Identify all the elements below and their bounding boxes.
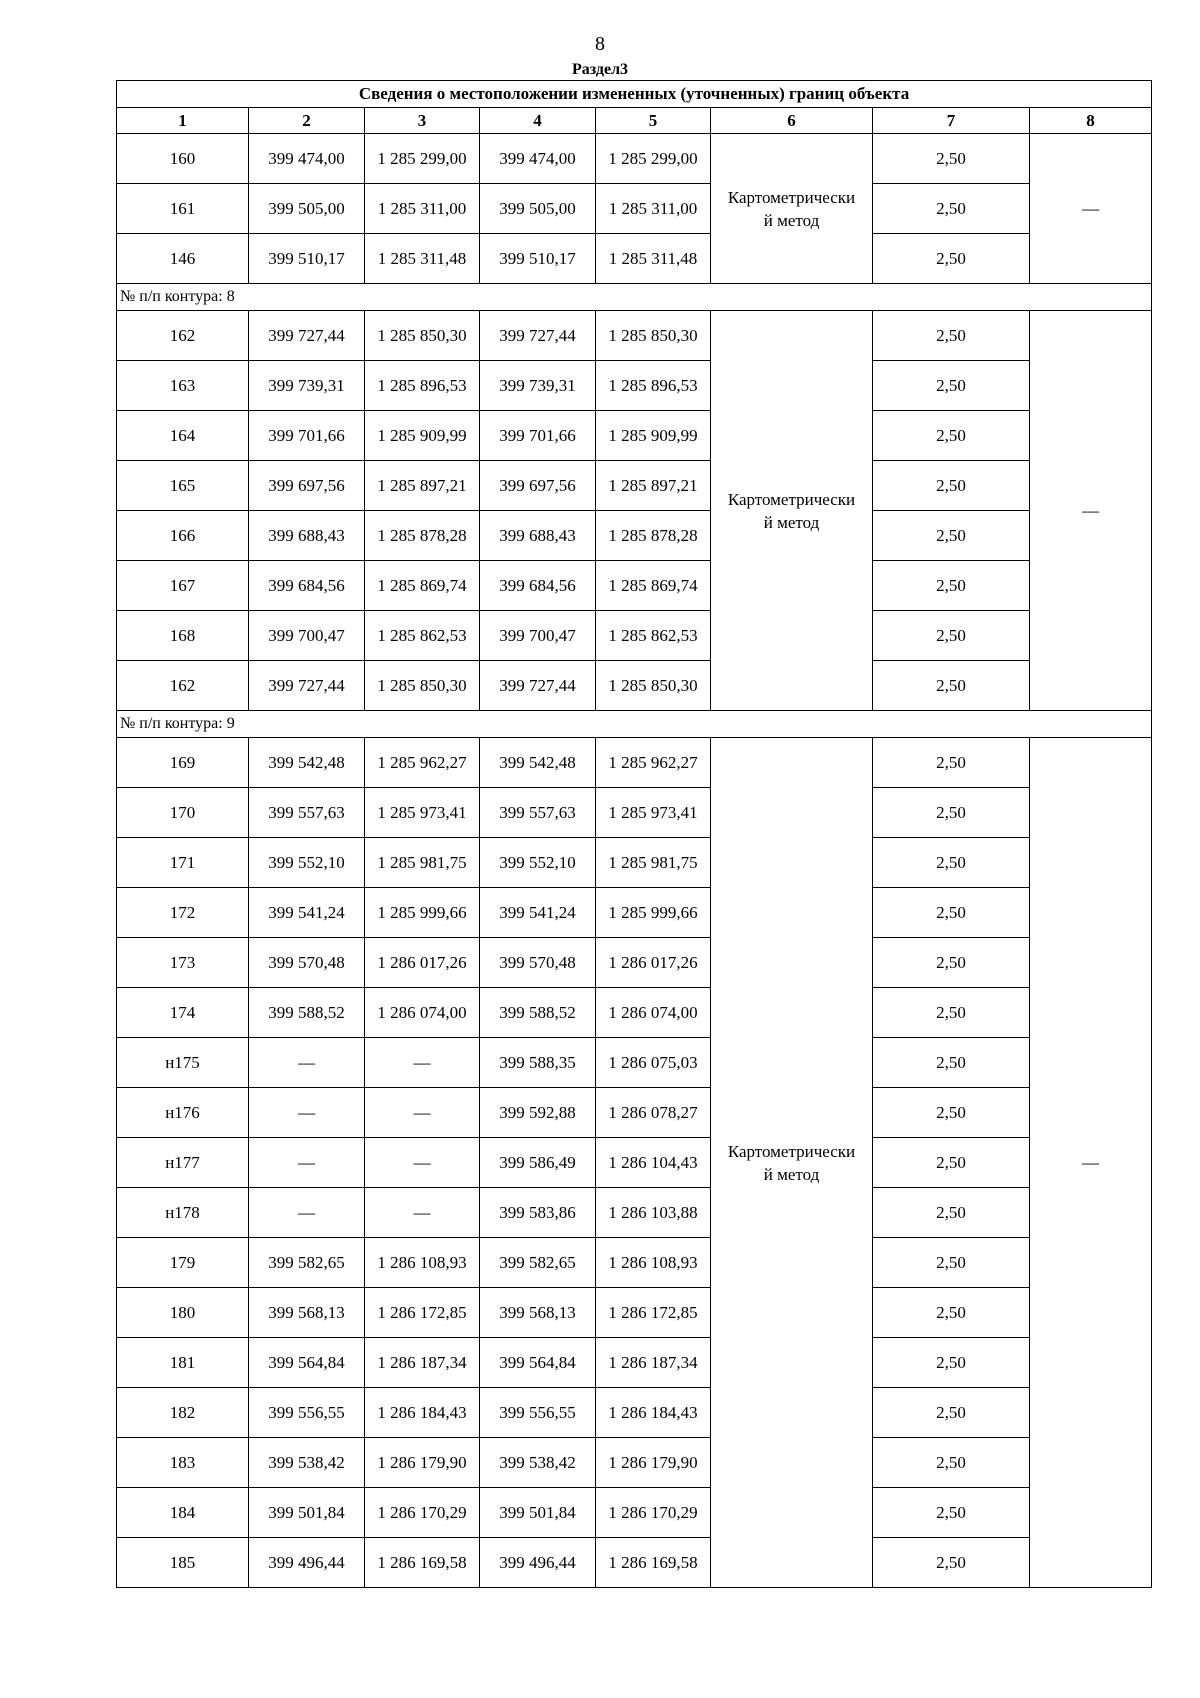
table-row [117, 361, 1152, 411]
x-updated-cell: 399 568,13 [480, 1288, 596, 1338]
y-updated-cell: 1 285 878,28 [596, 511, 711, 561]
y-updated-cell: 1 285 850,30 [596, 661, 711, 711]
y-existing-cell: — [365, 1188, 480, 1238]
y-existing-cell: 1 286 179,90 [365, 1438, 480, 1488]
x-existing-cell: 399 474,00 [249, 134, 365, 184]
x-existing-cell: 399 505,00 [249, 184, 365, 234]
method-text: Картометрически [727, 1141, 856, 1161]
point-number-cell: 168 [117, 611, 249, 661]
x-updated-cell: 399 496,44 [480, 1538, 596, 1588]
description-cell: — [1030, 738, 1152, 1588]
accuracy-cell: 2,50 [873, 1138, 1030, 1188]
table-row [117, 938, 1152, 988]
y-existing-cell: 1 285 999,66 [365, 888, 480, 938]
y-existing-cell: 1 285 878,28 [365, 511, 480, 561]
x-updated-cell: 399 701,66 [480, 411, 596, 461]
point-number-cell: 184 [117, 1488, 249, 1538]
x-updated-cell: 399 501,84 [480, 1488, 596, 1538]
y-updated-cell: 1 286 074,00 [596, 988, 711, 1038]
point-number-cell: 170 [117, 788, 249, 838]
column-header-4: 4 [480, 108, 596, 134]
point-number-cell: 181 [117, 1338, 249, 1388]
table-row [117, 1438, 1152, 1488]
x-existing-cell: 399 582,65 [249, 1238, 365, 1288]
x-existing-cell: 399 688,43 [249, 511, 365, 561]
y-existing-cell: — [365, 1038, 480, 1088]
contour-row [117, 284, 1152, 311]
x-updated-cell: 399 474,00 [480, 134, 596, 184]
y-updated-cell: 1 286 187,34 [596, 1338, 711, 1388]
table-row [117, 738, 1152, 788]
accuracy-cell: 2,50 [873, 561, 1030, 611]
method-cell [711, 738, 873, 1588]
y-existing-cell: 1 285 869,74 [365, 561, 480, 611]
table-row [117, 184, 1152, 234]
table-row [117, 1138, 1152, 1188]
x-existing-cell: 399 739,31 [249, 361, 365, 411]
y-existing-cell: 1 285 311,48 [365, 234, 480, 284]
x-updated-cell: 399 688,43 [480, 511, 596, 561]
point-number-cell: 173 [117, 938, 249, 988]
table-row [117, 1538, 1152, 1588]
table-row [117, 1488, 1152, 1538]
y-existing-cell: 1 286 074,00 [365, 988, 480, 1038]
description-cell: — [1030, 134, 1152, 284]
point-number-cell: 163 [117, 361, 249, 411]
y-existing-cell: 1 285 311,00 [365, 184, 480, 234]
table-row [117, 1188, 1152, 1238]
y-updated-cell: 1 285 909,99 [596, 411, 711, 461]
table-row [117, 234, 1152, 284]
method-text: й метод [763, 512, 820, 532]
accuracy-cell: 2,50 [873, 611, 1030, 661]
x-updated-cell: 399 570,48 [480, 938, 596, 988]
table-row [117, 461, 1152, 511]
accuracy-cell: 2,50 [873, 511, 1030, 561]
x-updated-cell: 399 564,84 [480, 1338, 596, 1388]
point-number-cell: 167 [117, 561, 249, 611]
x-updated-cell: 399 697,56 [480, 461, 596, 511]
table-row [117, 988, 1152, 1038]
accuracy-cell: 2,50 [873, 1438, 1030, 1488]
method-text: й метод [763, 1164, 820, 1184]
column-header-5: 5 [596, 108, 711, 134]
table-row [117, 838, 1152, 888]
y-updated-cell: 1 285 981,75 [596, 838, 711, 888]
table-row [117, 411, 1152, 461]
x-updated-cell: 399 727,44 [480, 311, 596, 361]
y-existing-cell: 1 285 299,00 [365, 134, 480, 184]
point-number-cell: 169 [117, 738, 249, 788]
y-updated-cell: 1 285 850,30 [596, 311, 711, 361]
x-existing-cell: 399 588,52 [249, 988, 365, 1038]
y-existing-cell: 1 285 981,75 [365, 838, 480, 888]
x-existing-cell: 399 727,44 [249, 311, 365, 361]
x-updated-cell: 399 557,63 [480, 788, 596, 838]
y-updated-cell: 1 286 103,88 [596, 1188, 711, 1238]
point-number-cell: 172 [117, 888, 249, 938]
y-existing-cell: 1 286 108,93 [365, 1238, 480, 1288]
point-number-cell: 162 [117, 311, 249, 361]
y-existing-cell: — [365, 1088, 480, 1138]
x-updated-cell: 399 552,10 [480, 838, 596, 888]
y-updated-cell: 1 286 078,27 [596, 1088, 711, 1138]
point-number-cell: 161 [117, 184, 249, 234]
column-header-6: 6 [711, 108, 873, 134]
y-updated-cell: 1 286 169,58 [596, 1538, 711, 1588]
y-updated-cell: 1 286 075,03 [596, 1038, 711, 1088]
x-existing-cell: 399 570,48 [249, 938, 365, 988]
accuracy-cell: 2,50 [873, 311, 1030, 361]
accuracy-cell: 2,50 [873, 988, 1030, 1038]
accuracy-cell: 2,50 [873, 1238, 1030, 1288]
x-updated-cell: 399 542,48 [480, 738, 596, 788]
x-existing-cell: 399 557,63 [249, 788, 365, 838]
method-text: Картометрически [727, 489, 856, 509]
accuracy-cell: 2,50 [873, 788, 1030, 838]
y-updated-cell: 1 285 896,53 [596, 361, 711, 411]
table-row [117, 1238, 1152, 1288]
y-existing-cell: 1 286 169,58 [365, 1538, 480, 1588]
y-existing-cell: 1 285 862,53 [365, 611, 480, 661]
method-text: Картометрически [727, 187, 856, 207]
x-existing-cell: — [249, 1088, 365, 1138]
y-updated-cell: 1 286 108,93 [596, 1238, 711, 1288]
y-updated-cell: 1 285 897,21 [596, 461, 711, 511]
table-row [117, 561, 1152, 611]
accuracy-cell: 2,50 [873, 1038, 1030, 1088]
x-updated-cell: 399 538,42 [480, 1438, 596, 1488]
accuracy-cell: 2,50 [873, 184, 1030, 234]
y-updated-cell: 1 286 170,29 [596, 1488, 711, 1538]
y-existing-cell: 1 285 896,53 [365, 361, 480, 411]
y-updated-cell: 1 286 184,43 [596, 1388, 711, 1438]
y-existing-cell: 1 285 897,21 [365, 461, 480, 511]
x-existing-cell: 399 538,42 [249, 1438, 365, 1488]
y-existing-cell: 1 286 172,85 [365, 1288, 480, 1338]
accuracy-cell: 2,50 [873, 838, 1030, 888]
y-existing-cell: 1 286 184,43 [365, 1388, 480, 1438]
x-updated-cell: 399 592,88 [480, 1088, 596, 1138]
point-number-cell: н177 [117, 1138, 249, 1188]
y-updated-cell: 1 286 172,85 [596, 1288, 711, 1338]
y-existing-cell: 1 286 187,34 [365, 1338, 480, 1388]
x-existing-cell: — [249, 1038, 365, 1088]
point-number-cell: 171 [117, 838, 249, 888]
table-row [117, 1388, 1152, 1438]
method-cell [711, 134, 873, 284]
x-existing-cell: 399 552,10 [249, 838, 365, 888]
x-existing-cell: 399 727,44 [249, 661, 365, 711]
x-updated-cell: 399 684,56 [480, 561, 596, 611]
method-text: й метод [763, 210, 820, 230]
point-number-cell: н176 [117, 1088, 249, 1138]
y-updated-cell: 1 285 311,00 [596, 184, 711, 234]
table-row [117, 611, 1152, 661]
y-existing-cell: 1 286 017,26 [365, 938, 480, 988]
x-existing-cell: 399 564,84 [249, 1338, 365, 1388]
y-updated-cell: 1 286 104,43 [596, 1138, 711, 1188]
x-existing-cell: 399 684,56 [249, 561, 365, 611]
point-number-cell: н178 [117, 1188, 249, 1238]
point-number-cell: н175 [117, 1038, 249, 1088]
table-row [117, 311, 1152, 361]
y-existing-cell: 1 285 850,30 [365, 311, 480, 361]
y-updated-cell: 1 285 962,27 [596, 738, 711, 788]
column-header-7: 7 [873, 108, 1030, 134]
y-updated-cell: 1 285 869,74 [596, 561, 711, 611]
table-row [117, 1338, 1152, 1388]
y-existing-cell: 1 285 962,27 [365, 738, 480, 788]
table-row [117, 511, 1152, 561]
accuracy-cell: 2,50 [873, 234, 1030, 284]
accuracy-cell: 2,50 [873, 938, 1030, 988]
contour-label: № п/п контура: 9 [117, 711, 1152, 738]
column-header-8: 8 [1030, 108, 1152, 134]
point-number-cell: 183 [117, 1438, 249, 1488]
x-existing-cell: 399 701,66 [249, 411, 365, 461]
x-updated-cell: 399 541,24 [480, 888, 596, 938]
x-updated-cell: 399 739,31 [480, 361, 596, 411]
x-updated-cell: 399 588,35 [480, 1038, 596, 1088]
point-number-cell: 182 [117, 1388, 249, 1438]
x-existing-cell: — [249, 1138, 365, 1188]
table-row [117, 1038, 1152, 1088]
contour-row [117, 711, 1152, 738]
x-updated-cell: 399 510,17 [480, 234, 596, 284]
point-number-cell: 165 [117, 461, 249, 511]
x-updated-cell: 399 588,52 [480, 988, 596, 1038]
x-updated-cell: 399 586,49 [480, 1138, 596, 1188]
y-existing-cell: 1 285 850,30 [365, 661, 480, 711]
y-existing-cell: — [365, 1138, 480, 1188]
accuracy-cell: 2,50 [873, 1388, 1030, 1438]
boundary-coordinates-table [116, 80, 1152, 1588]
y-updated-cell: 1 285 299,00 [596, 134, 711, 184]
table-row [117, 788, 1152, 838]
accuracy-cell: 2,50 [873, 888, 1030, 938]
point-number-cell: 166 [117, 511, 249, 561]
accuracy-cell: 2,50 [873, 738, 1030, 788]
y-updated-cell: 1 286 017,26 [596, 938, 711, 988]
accuracy-cell: 2,50 [873, 361, 1030, 411]
accuracy-cell: 2,50 [873, 411, 1030, 461]
x-existing-cell: — [249, 1188, 365, 1238]
y-updated-cell: 1 285 311,48 [596, 234, 711, 284]
point-number-cell: 146 [117, 234, 249, 284]
page-number: 8 [595, 33, 605, 55]
accuracy-cell: 2,50 [873, 1288, 1030, 1338]
x-updated-cell: 399 700,47 [480, 611, 596, 661]
table-row [117, 1088, 1152, 1138]
x-existing-cell: 399 501,84 [249, 1488, 365, 1538]
accuracy-cell: 2,50 [873, 461, 1030, 511]
accuracy-cell: 2,50 [873, 1338, 1030, 1388]
y-existing-cell: 1 285 973,41 [365, 788, 480, 838]
point-number-cell: 160 [117, 134, 249, 184]
y-updated-cell: 1 286 179,90 [596, 1438, 711, 1488]
x-existing-cell: 399 541,24 [249, 888, 365, 938]
x-updated-cell: 399 583,86 [480, 1188, 596, 1238]
point-number-cell: 174 [117, 988, 249, 1038]
accuracy-cell: 2,50 [873, 1538, 1030, 1588]
table-caption: Сведения о местоположении измененных (уточненных) границ объекта [117, 81, 1152, 108]
x-existing-cell: 399 496,44 [249, 1538, 365, 1588]
point-number-cell: 185 [117, 1538, 249, 1588]
x-updated-cell: 399 582,65 [480, 1238, 596, 1288]
x-existing-cell: 399 700,47 [249, 611, 365, 661]
method-cell [711, 311, 873, 711]
contour-label: № п/п контура: 8 [117, 284, 1152, 311]
x-existing-cell: 399 542,48 [249, 738, 365, 788]
table-row [117, 134, 1152, 184]
accuracy-cell: 2,50 [873, 134, 1030, 184]
point-number-cell: 162 [117, 661, 249, 711]
section-title: Раздел3 [571, 61, 629, 78]
accuracy-cell: 2,50 [873, 1188, 1030, 1238]
y-existing-cell: 1 285 909,99 [365, 411, 480, 461]
x-existing-cell: 399 510,17 [249, 234, 365, 284]
accuracy-cell: 2,50 [873, 1088, 1030, 1138]
point-number-cell: 164 [117, 411, 249, 461]
point-number-cell: 179 [117, 1238, 249, 1288]
x-updated-cell: 399 556,55 [480, 1388, 596, 1438]
y-updated-cell: 1 285 999,66 [596, 888, 711, 938]
column-header-3: 3 [365, 108, 480, 134]
point-number-cell: 180 [117, 1288, 249, 1338]
x-existing-cell: 399 697,56 [249, 461, 365, 511]
table-row [117, 888, 1152, 938]
accuracy-cell: 2,50 [873, 1488, 1030, 1538]
column-header-2: 2 [249, 108, 365, 134]
x-updated-cell: 399 505,00 [480, 184, 596, 234]
x-existing-cell: 399 556,55 [249, 1388, 365, 1438]
column-header-1: 1 [117, 108, 249, 134]
x-updated-cell: 399 727,44 [480, 661, 596, 711]
x-existing-cell: 399 568,13 [249, 1288, 365, 1338]
table-row [117, 661, 1152, 711]
description-cell: — [1030, 311, 1152, 711]
y-updated-cell: 1 285 862,53 [596, 611, 711, 661]
y-updated-cell: 1 285 973,41 [596, 788, 711, 838]
table-row [117, 1288, 1152, 1338]
y-existing-cell: 1 286 170,29 [365, 1488, 480, 1538]
accuracy-cell: 2,50 [873, 661, 1030, 711]
